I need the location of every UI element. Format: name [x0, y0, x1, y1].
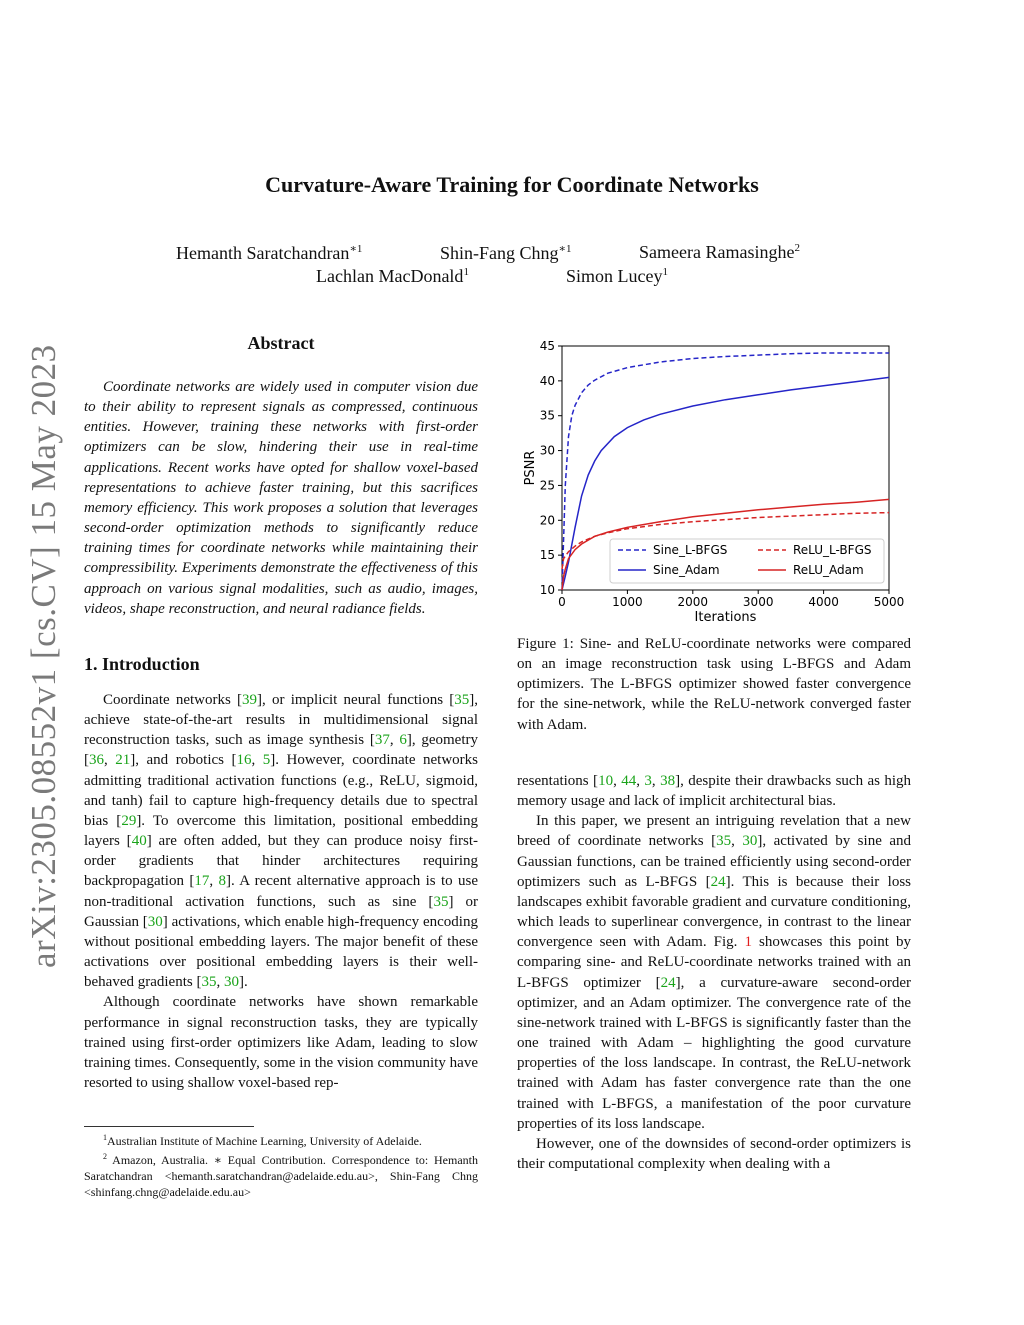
right-paragraph-2	[517, 1134, 911, 1174]
legend-label: ReLU_Adam	[793, 563, 864, 577]
footnote-marker: 1	[103, 1133, 107, 1142]
x-tick-label: 1000	[612, 595, 643, 609]
text-run: ]. This is because their loss landscapes exhibit favorable gradient and curvature conditioning, which leads to superlinear convergence, in contrast to the linear convergence seen with Adam. Fig.	[517, 873, 912, 951]
author-3	[639, 242, 800, 263]
author-4	[316, 266, 469, 287]
intro-paragraph-2	[84, 992, 478, 1093]
text-run: ]. A recent alternative approach is to use non-traditional activation functions, such as sine [	[84, 873, 478, 910]
citation-link[interactable]: 17	[194, 873, 210, 890]
abstract-heading: Abstract	[247, 333, 315, 353]
citation-link[interactable]: 30	[147, 913, 163, 930]
y-tick-label: 45	[539, 339, 555, 353]
paper-title: Curvature-Aware Training for Coordinate Networks	[265, 172, 759, 197]
y-tick-label: 20	[539, 513, 555, 528]
citation-link[interactable]: 3	[644, 773, 652, 789]
text-run: ,	[389, 732, 400, 749]
author-name: Lachlan MacDonald	[316, 266, 464, 286]
text-run: ,	[613, 773, 622, 789]
author-1	[176, 242, 362, 264]
y-axis-label: PSNR	[523, 450, 538, 486]
footnote-2	[84, 1149, 478, 1200]
text-run: ], despite their drawbacks such as high memory usage and lack of implicit architectural bias.	[517, 773, 912, 810]
author-affiliation: ∗1	[349, 243, 363, 255]
right-column-text	[517, 771, 911, 1174]
legend-label: Sine_L-BFGS	[653, 543, 728, 557]
text-run: ,	[251, 752, 263, 769]
citation-link[interactable]: 8	[218, 873, 226, 890]
x-tick-label: 2000	[677, 595, 709, 609]
text-run: Coordinate networks [	[103, 692, 243, 708]
footnote-text: Amazon, Australia. ∗ Equal Contribution. Correspondence to: Hemanth Saratchandran <hemanth.saratchandran@adelaide.edu.au>, Shin-Fang Chng <shinfang.chng@adelaide.edu.au>	[84, 1153, 478, 1199]
text-run: ,	[104, 752, 116, 769]
text-run: ] activations, which enable high-frequency encoding without positional embedding layers. The major benefit of these activations over positional embedding layers is their well-behaved gradients [	[84, 913, 478, 991]
citation-link[interactable]: 38	[660, 773, 676, 789]
author-name: Hemanth Saratchandran	[176, 243, 350, 263]
text-run: ,	[209, 873, 219, 890]
citation-link[interactable]: 35	[201, 974, 217, 991]
right-paragraph-1	[517, 811, 911, 1134]
citation-link[interactable]: 29	[121, 812, 137, 829]
author-name: Sameera Ramasinghe	[639, 242, 795, 262]
author-affiliation: 1	[662, 266, 668, 278]
citation-link[interactable]: 35	[716, 833, 732, 850]
author-name: Shin-Fang Chng	[440, 243, 559, 263]
abstract-text	[84, 377, 478, 619]
text-run: ], and robotics [	[130, 752, 237, 769]
text-run: ], a curvature-aware second-order optimizer, and an Adam optimizer. The convergence rate of the sine-network trained with L-BFGS is significantly faster than the one trained with Adam – highlighting the good curvature properties of the loss landscape. In contrast, the ReLU-network trained with Adam has faster convergence rate than the one trained with L-BFGS, a manifestation of the poor curvature properties of its loss landscape.	[517, 974, 911, 1132]
text-run: ] or Gaussian [	[84, 893, 478, 930]
y-tick-label: 15	[539, 548, 555, 563]
text-run: showcases this point by comparing sine- and ReLU-coordinate networks trained with an L-BFGS optimizer [	[517, 934, 911, 991]
legend-label: Sine_Adam	[653, 563, 720, 577]
text-run: ] are often added, but they can produce noisy first-order gradients that hinder architectures requiring backpropagation [	[84, 833, 478, 890]
citation-link[interactable]: 36	[89, 752, 104, 769]
arxiv-identifier: arXiv:2305.08552v1 [cs.CV] 15 May 2023	[24, 344, 63, 968]
citation-link[interactable]: 35	[454, 692, 470, 708]
citation-link[interactable]: 10	[598, 773, 614, 789]
text-run: ,	[636, 773, 645, 789]
y-tick-label: 40	[539, 373, 555, 388]
y-tick-label: 35	[539, 408, 555, 423]
footnote-marker: 2	[103, 1152, 107, 1161]
x-tick-label: 5000	[873, 595, 905, 609]
citation-link[interactable]: 39	[242, 692, 258, 708]
citation-link[interactable]: 35	[433, 893, 449, 910]
text-run: ,	[216, 974, 224, 991]
chart-legend	[610, 539, 884, 583]
psnr-chart	[512, 336, 912, 628]
legend-label: ReLU_L-BFGS	[793, 543, 872, 557]
citation-link[interactable]: 30	[742, 833, 758, 850]
author-2	[440, 242, 572, 264]
author-affiliation: 1	[463, 266, 469, 278]
footnote-divider	[84, 1126, 254, 1127]
citation-link[interactable]: 21	[115, 752, 131, 769]
footnote-text: Australian Institute of Machine Learning, University of Adelaide.	[107, 1134, 422, 1148]
figure-caption-text: Figure 1: Sine- and ReLU-coordinate networks were compared on an image reconstruction task using L-BFGS and Adam optimizers. The L-BFGS optimizer showed faster convergence for the sine-network, while the ReLU-network converged faster with Adam.	[517, 636, 911, 733]
text-run: ,	[731, 833, 743, 850]
footnote-1	[84, 1130, 478, 1149]
x-tick-label: 3000	[742, 595, 774, 609]
author-5	[566, 266, 668, 287]
y-tick-label: 10	[539, 583, 555, 597]
text-run: ], activated by sine and Gaussian functions, can be trained efficiently using second-order optimizers such as L-BFGS [	[517, 833, 911, 890]
author-affiliation: ∗1	[558, 243, 572, 255]
right-paragraph-0	[517, 771, 911, 811]
text-run: ], geometry [	[84, 732, 479, 769]
x-axis-label: Iterations	[694, 610, 757, 625]
text-run: In this paper, we present an intriguing revelation that a new breed of coordinate networks [	[517, 813, 911, 850]
author-affiliation: 2	[794, 242, 800, 254]
abstract-paragraph: Coordinate networks are widely used in computer vision due to their ability to represent signals as compressed, continuous entities. However, training these networks with first-order optimizers can be slow, hindering their use in real-time applications. Recent works have opted for shallow voxel-based representations to achieve faster training, but this sacrifices memory efficiency. This work proposes a solution that leverages second-order optimization methods to significantly reduce training times for coordinate networks while maintaining their compressibility. Experiments demonstrate the effectiveness of this approach on various signal modalities, such as audio, images, videos, shape reconstruction, and neural radiance fields.	[84, 379, 478, 617]
author-name: Simon Lucey	[566, 266, 663, 286]
y-tick-label: 30	[539, 443, 555, 458]
footnotes	[84, 1130, 478, 1200]
text-run: ], or implicit neural functions [	[257, 692, 455, 708]
section-heading-introduction: 1. Introduction	[84, 654, 200, 674]
citation-link[interactable]: 24	[710, 873, 726, 890]
intro-paragraph-1	[84, 690, 478, 992]
citation-link[interactable]: 24	[660, 974, 676, 991]
citation-link[interactable]: 40	[131, 833, 147, 850]
citation-link[interactable]: 16	[236, 752, 252, 769]
introduction-text	[84, 690, 478, 1093]
text-run: ].	[238, 974, 248, 991]
y-tick-label: 25	[539, 478, 555, 493]
citation-link[interactable]: 5	[262, 752, 271, 769]
text-run: ], achieve state-of-the-art results in multidimensional signal reconstruction tasks, such as image synthesis [	[84, 692, 479, 749]
figure-reference-link[interactable]: 1	[744, 934, 752, 951]
x-tick-label: 4000	[808, 595, 839, 609]
text-run: ,	[651, 773, 661, 789]
text-run: ]. However, coordinate networks admitting traditional activation functions (e.g., ReLU, sigmoid, and tanh) fail to capture high-frequency details due to spectral bias [	[84, 752, 478, 829]
citation-link[interactable]: 37	[374, 732, 390, 749]
text-run: Although coordinate networks have shown remarkable performance in signal reconstruction tasks, they are typically trained using first-order optimizers like Adam, leading to slow training times. Consequently, some in the vision community have resorted to using shallow voxel-based rep-	[84, 994, 478, 1091]
text-run: However, one of the downsides of second-order optimizers is their computational complexity when dealing with a	[517, 1135, 911, 1172]
text-run: resentations [	[517, 773, 599, 789]
citation-link[interactable]: 30	[223, 974, 239, 991]
citation-link[interactable]: 6	[399, 732, 407, 749]
citation-link[interactable]: 44	[621, 773, 637, 789]
x-tick-label: 0	[558, 595, 566, 609]
text-run: ]. To overcome this limitation, positional embedding layers [	[84, 812, 478, 850]
figure-caption	[517, 634, 911, 735]
